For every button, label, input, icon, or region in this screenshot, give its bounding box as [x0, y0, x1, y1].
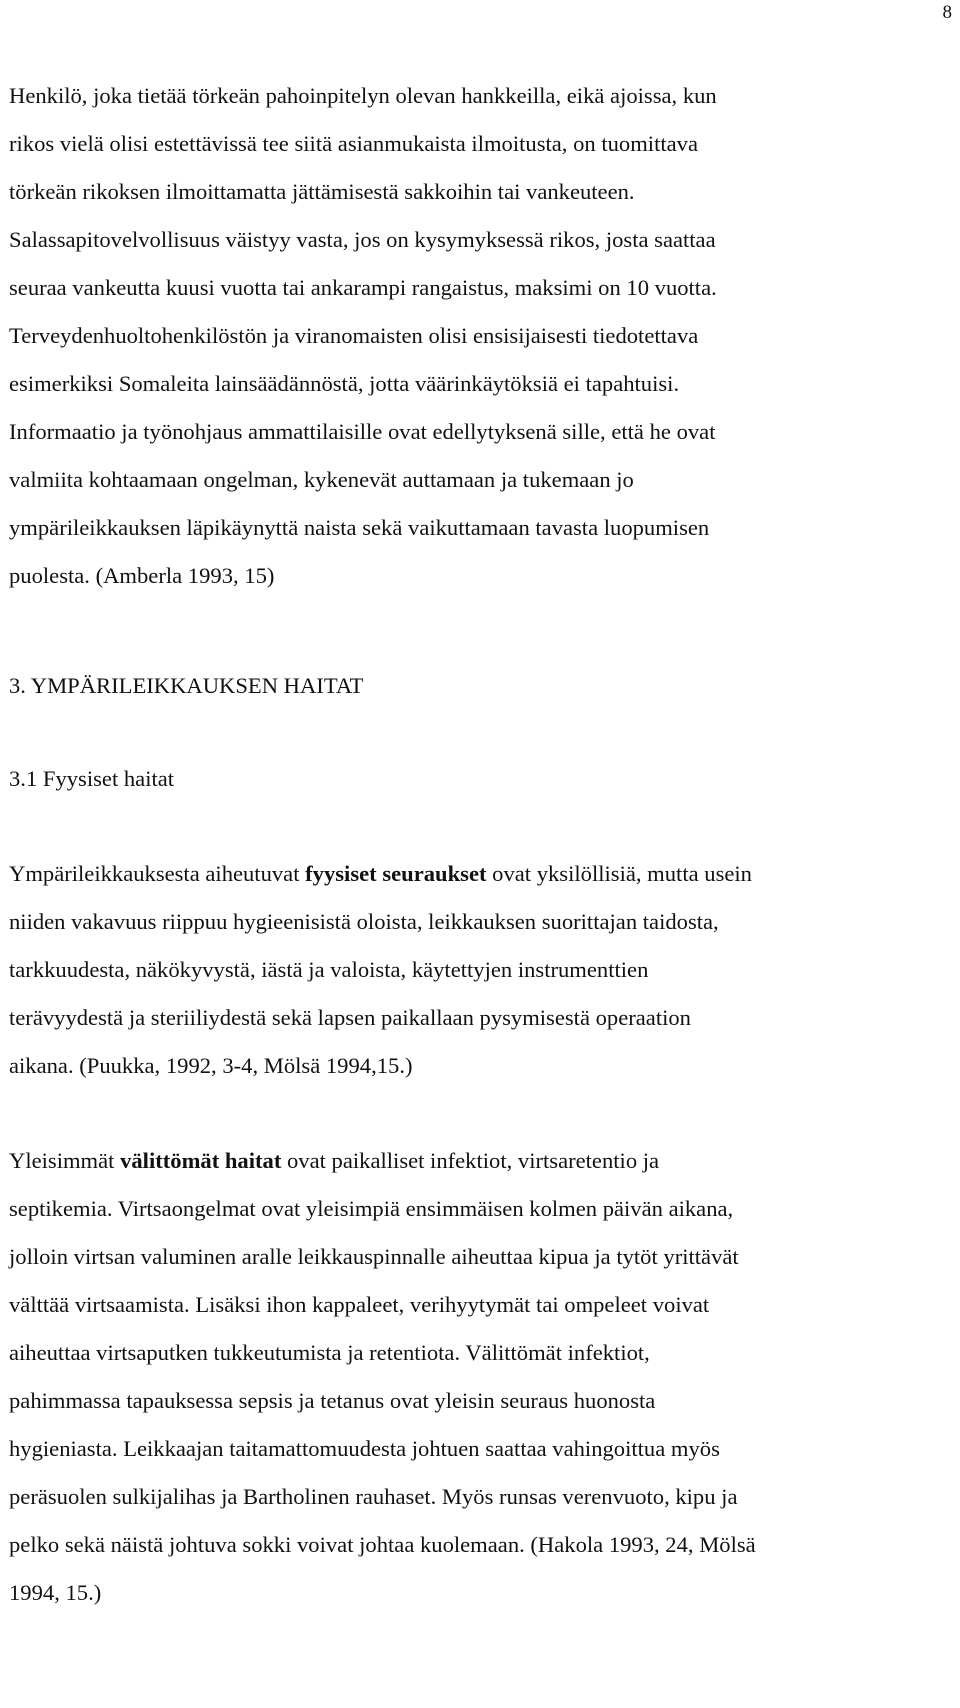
text-line: välttää virtsaamista. Lisäksi ihon kappaleet, verihyytymät tai ompeleet voivat — [9, 1292, 710, 1317]
text-line: hygieniasta. Leikkaajan taitamattomuudesta johtuen saattaa vahingoittua myös — [9, 1436, 720, 1461]
text-line: tarkkuudesta, näkökyvystä, iästä ja valoista, käytettyjen instrumenttien — [9, 957, 649, 982]
text-line: aiheuttaa virtsaputken tukkeutumista ja retentiota. Välittömät infektiot, — [9, 1340, 650, 1365]
spacer — [9, 600, 953, 662]
section-heading — [9, 662, 953, 710]
text-run: Ympärileikkauksesta aiheutuvat — [9, 861, 306, 886]
bold-term: välittömät haitat — [120, 1148, 282, 1173]
text-line: jolloin virtsan valuminen aralle leikkauspinnalle aiheuttaa kipua ja tytöt yrittävät — [9, 1244, 739, 1269]
text-line: esimerkiksi Somaleita lainsäädännöstä, jotta väärinkäytöksiä ei tapahtuisi. — [9, 371, 680, 396]
text-line: seuraa vankeutta kuusi vuotta tai ankarampi rangaistus, maksimi on 10 vuotta. — [9, 275, 717, 300]
text-run: ovat paikalliset infektiot, virtsaretentio ja — [281, 1148, 660, 1173]
text-line: Henkilö, joka tietää törkeän pahoinpitelyn olevan hankkeilla, eikä ajoissa, kun — [9, 83, 717, 108]
text-line: pelko sekä näistä johtuva sokki voivat johtaa kuolemaan. (Hakola 1993, 24, Mölsä — [9, 1532, 756, 1557]
text-line: 1994, 15.) — [9, 1580, 102, 1605]
text-run: Yleisimmät — [9, 1148, 121, 1173]
text-line: Terveydenhuoltohenkilöstön ja viranomaisten olisi ensisijaisesti tiedotettava — [9, 323, 699, 348]
document-body — [9, 72, 953, 1617]
text-line: puolesta. (Amberla 1993, 15) — [9, 563, 275, 588]
section-heading-text: 3. YMPÄRILEIKKAUKSEN HAITAT — [9, 673, 364, 698]
text-line — [9, 1137, 953, 1185]
text-line: valmiita kohtaamaan ongelman, kykenevät auttamaan ja tukemaan jo — [9, 467, 634, 492]
text-line: niiden vakavuus riippuu hygieenisistä oloista, leikkauksen suorittajan taidosta, — [9, 909, 719, 934]
spacer — [9, 1090, 953, 1137]
text-line: pahimmassa tapauksessa sepsis ja tetanus ovat yleisin seuraus huonosta — [9, 1388, 656, 1413]
subsection-heading-text: 3.1 Fyysiset haitat — [9, 766, 175, 791]
paragraph-1 — [9, 72, 953, 600]
paragraph-2 — [9, 850, 953, 1090]
text-run: ovat yksilöllisiä, mutta usein — [486, 861, 752, 886]
text-line: Salassapitovelvollisuus väistyy vasta, jos on kysymyksessä rikos, josta saattaa — [9, 227, 716, 252]
bold-term: fyysiset seuraukset — [305, 861, 487, 886]
text-line: Informaatio ja työnohjaus ammattilaisille ovat edellytyksenä sille, että he ovat — [9, 419, 716, 444]
subsection-heading — [9, 755, 953, 803]
text-line: septikemia. Virtsaongelmat ovat yleisimpiä ensimmäisen kolmen päivän aikana, — [9, 1196, 734, 1221]
text-line: peräsuolen sulkijalihas ja Bartholinen rauhaset. Myös runsas verenvuoto, kipu ja — [9, 1484, 738, 1509]
page-number: 8 — [942, 2, 952, 23]
spacer — [9, 803, 953, 850]
text-line: aikana. (Puukka, 1992, 3-4, Mölsä 1994,15.) — [9, 1053, 413, 1078]
text-line: terävyydestä ja steriiliydestä sekä lapsen paikallaan pysymisestä operaation — [9, 1005, 691, 1030]
paragraph-3 — [9, 1137, 953, 1617]
text-line: rikos vielä olisi estettävissä tee siitä asianmukaista ilmoitusta, on tuomittava — [9, 131, 698, 156]
text-line: törkeän rikoksen ilmoittamatta jättämisestä sakkoihin tai vankeuteen. — [9, 179, 635, 204]
text-line: ympärileikkauksen läpikäynyttä naista sekä vaikuttamaan tavasta luopumisen — [9, 515, 710, 540]
spacer — [9, 710, 953, 755]
text-line — [9, 850, 953, 898]
